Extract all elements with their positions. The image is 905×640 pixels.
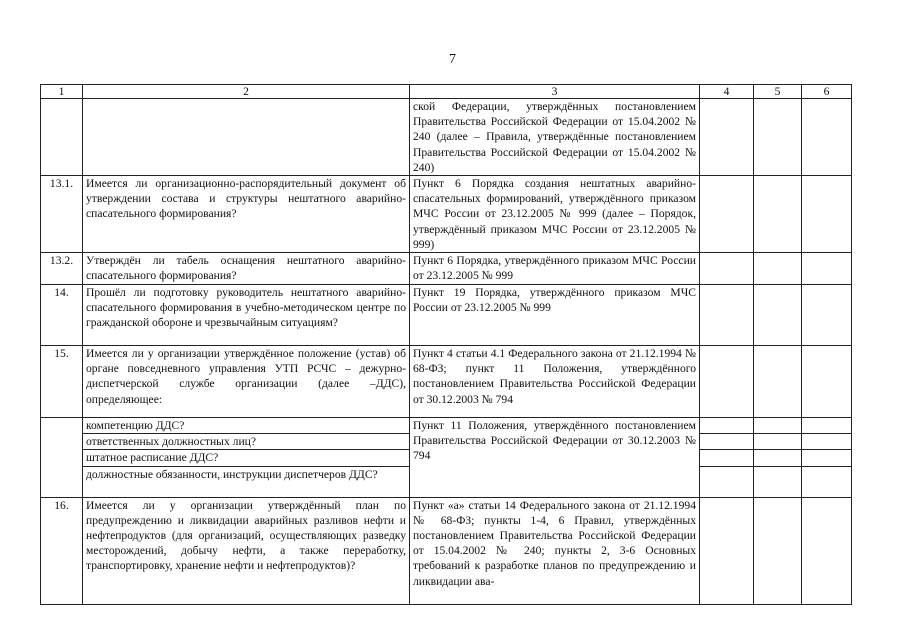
row-number: 14. [41, 285, 83, 346]
checklist-table [40, 84, 852, 605]
answer-cell [754, 176, 802, 253]
column-header: 5 [754, 85, 802, 99]
answer-cell [802, 418, 852, 434]
row-number [41, 418, 83, 498]
answer-cell [802, 176, 852, 253]
table-row [41, 253, 852, 285]
answer-cell [802, 450, 852, 466]
answer-cell [802, 434, 852, 450]
column-header: 4 [700, 85, 754, 99]
table-row [41, 99, 852, 176]
table-row [41, 176, 852, 253]
sub-item: компетенцию ДДС? [83, 418, 410, 434]
answer-cell [754, 253, 802, 285]
answer-cell [802, 99, 852, 176]
reference-cell: Пункт 6 Порядка создания нештатных аварийно-спасательных формирований, утверждённого приказом МЧС России от 23.12.2005 № 999 (далее – Порядок, утверждённый приказом МЧС России от 23.12.2005 № 999) [410, 176, 700, 253]
answer-cell [802, 253, 852, 285]
page-number: 7 [449, 52, 456, 67]
answer-cell [802, 497, 852, 604]
table-row [41, 285, 852, 346]
sub-item: штатное расписание ДДС? [83, 450, 410, 466]
column-header: 2 [83, 85, 410, 99]
answer-cell [700, 466, 754, 497]
sub-item: ответственных должностных лиц? [83, 434, 410, 450]
table-row [41, 346, 852, 418]
question-cell: Имеется ли у организации утверждённый план по предупреждению и ликвидации аварийных разливов нефти и нефтепродуктов (для организаций, осуществляющих разведку месторождений, добычу нефти, а также переработку, транспортировку, хранение нефти и нефтепродуктов)? [83, 497, 410, 604]
row-number: 13.2. [41, 253, 83, 285]
question-cell: Имеется ли организационно-распорядительный документ об утверждении состава и структуры нештатного аварийно-спасательного формирования? [83, 176, 410, 253]
answer-cell [754, 285, 802, 346]
answer-cell [700, 434, 754, 450]
question-cell: Имеется ли у организации утверждённое положение (устав) об органе повседневного управления УТП РСЧС – дежурно-диспетчерской службе организации (далее –ДДС), определяющее: [83, 346, 410, 418]
answer-cell [754, 466, 802, 497]
answer-cell [754, 418, 802, 434]
answer-cell [700, 450, 754, 466]
answer-cell [700, 99, 754, 176]
reference-cell: Пункт 6 Порядка, утверждённого приказом МЧС России от 23.12.2005 № 999 [410, 253, 700, 285]
answer-cell [700, 253, 754, 285]
reference-cell: Пункт 4 статьи 4.1 Федерального закона от 21.12.1994 № 68-ФЗ; пункт 11 Положения, утверждённого постановлением Правительства Российской Федерации от 30.12.2003 № 794 [410, 346, 700, 418]
row-number: 15. [41, 346, 83, 418]
table-row [41, 497, 852, 604]
column-header: 1 [41, 85, 83, 99]
row-number [41, 99, 83, 176]
reference-cell: Пункт «а» статьи 14 Федерального закона от 21.12.1994 № 68-ФЗ; пункты 1-4, 6 Правил, утверждённых постановлением Правительства Российской Федерации от 15.04.2002 № 240; пункты 2, 3-6 Основных требований к разработке планов по предупреждению и ликвидации ава- [410, 497, 700, 604]
answer-cell [754, 434, 802, 450]
row-number: 16. [41, 497, 83, 604]
answer-cell [700, 346, 754, 418]
reference-cell: Пункт 11 Положения, утверждённого постановлением Правительства Российской Федерации от 30.12.2003 № 794 [410, 418, 700, 498]
answer-cell [700, 497, 754, 604]
answer-cell [700, 418, 754, 434]
answer-cell [802, 346, 852, 418]
answer-cell [802, 285, 852, 346]
question-cell: Прошёл ли подготовку руководитель нештатного аварийно-спасательного формирования в учебно-методическом центре по гражданской обороне и чрезвычайным ситуациям? [83, 285, 410, 346]
question-cell [83, 99, 410, 176]
sub-row [41, 418, 852, 434]
question-cell: Утверждён ли табель оснащения нештатного аварийно-спасательного формирования? [83, 253, 410, 285]
answer-cell [700, 285, 754, 346]
answer-cell [700, 176, 754, 253]
answer-cell [754, 99, 802, 176]
reference-cell: ской Федерации, утверждённых постановлением Правительства Российской Федерации от 15.04.2002 № 240 (далее – Правила, утверждённые постановлением Правительства Российской Федерации от 15.04.2002 № 240) [410, 99, 700, 176]
sub-item: должностные обязанности, инструкции диспетчеров ДДС? [83, 466, 410, 497]
header-row [41, 85, 852, 99]
answer-cell [754, 346, 802, 418]
answer-cell [754, 497, 802, 604]
column-header: 6 [802, 85, 852, 99]
answer-cell [802, 466, 852, 497]
row-number: 13.1. [41, 176, 83, 253]
reference-cell: Пункт 19 Порядка, утверждённого приказом МЧС России от 23.12.2005 № 999 [410, 285, 700, 346]
column-header: 3 [410, 85, 700, 99]
answer-cell [754, 450, 802, 466]
